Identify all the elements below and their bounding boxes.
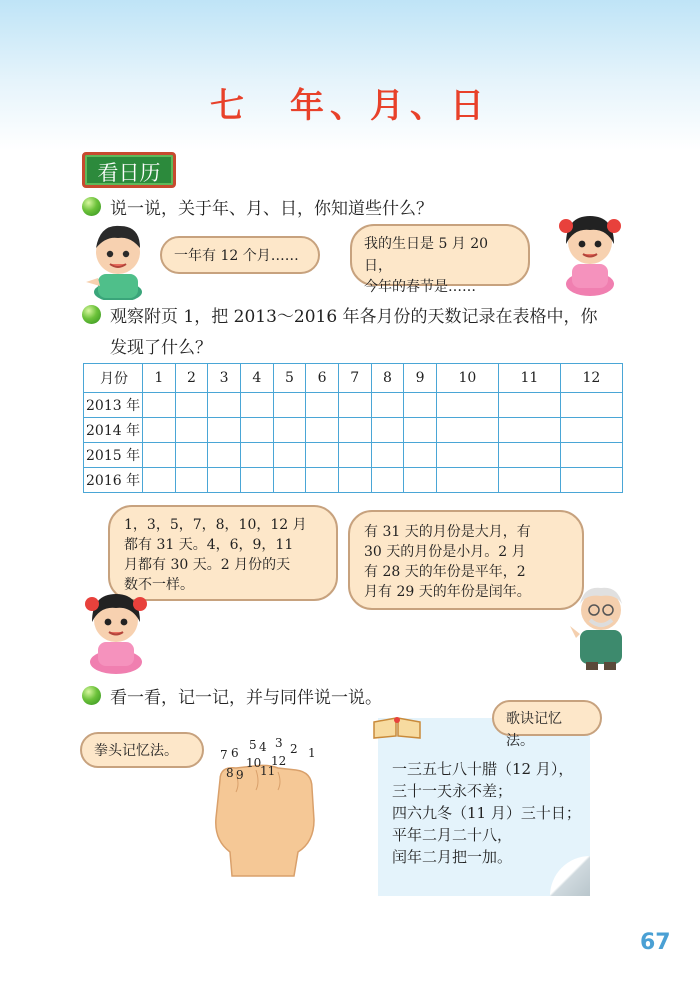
finger-number: 11 bbox=[260, 764, 276, 778]
bubble-text-line: 有 28 天的年份是平年，2 bbox=[364, 564, 526, 580]
blank-cell[interactable] bbox=[306, 418, 339, 443]
blank-cell[interactable] bbox=[404, 393, 437, 418]
blank-cell[interactable] bbox=[240, 443, 273, 468]
table-header-cell: 3 bbox=[208, 364, 241, 393]
table-header-row bbox=[84, 364, 623, 393]
table-row bbox=[84, 393, 623, 418]
days-table bbox=[83, 363, 623, 493]
rhyme-line: 闰年二月把一加。 bbox=[392, 848, 513, 866]
finger-number: 8 bbox=[226, 766, 234, 780]
blank-cell[interactable] bbox=[404, 443, 437, 468]
boy-character-icon bbox=[80, 218, 150, 300]
header-background bbox=[0, 0, 700, 150]
bubble-text: 一年有 12 个月…… bbox=[174, 248, 299, 264]
blank-cell[interactable] bbox=[404, 468, 437, 493]
table-header-cell: 4 bbox=[240, 364, 273, 393]
finger-number: 3 bbox=[275, 736, 283, 750]
row-label: 2016 年 bbox=[84, 468, 143, 493]
blank-cell[interactable] bbox=[143, 393, 176, 418]
table-header-cell: 8 bbox=[371, 364, 404, 393]
blank-cell[interactable] bbox=[560, 443, 622, 468]
question-1: 说一说，关于年、月、日，你知道些什么？ bbox=[110, 199, 433, 219]
rhyme-line: 平年二月二十八， bbox=[392, 826, 513, 844]
blank-cell[interactable] bbox=[273, 418, 306, 443]
bubble-text-line: 今年的春节是…… bbox=[364, 279, 476, 296]
book-icon bbox=[372, 714, 422, 740]
table-header-cell: 1 bbox=[143, 364, 176, 393]
rhyme-line: 三十一天永不差； bbox=[392, 782, 513, 800]
blank-cell[interactable] bbox=[498, 468, 560, 493]
blank-cell[interactable] bbox=[436, 393, 498, 418]
blank-cell[interactable] bbox=[208, 443, 241, 468]
blank-cell[interactable] bbox=[273, 468, 306, 493]
finger-number: 6 bbox=[231, 746, 239, 760]
blank-cell[interactable] bbox=[143, 468, 176, 493]
table-header-cell: 月份 bbox=[84, 364, 143, 393]
table-row bbox=[84, 443, 623, 468]
blank-cell[interactable] bbox=[338, 443, 371, 468]
table-header-cell: 9 bbox=[404, 364, 437, 393]
blank-cell[interactable] bbox=[208, 393, 241, 418]
speech-bubble-fist bbox=[80, 732, 204, 768]
blank-cell[interactable] bbox=[240, 468, 273, 493]
finger-number: 9 bbox=[236, 768, 244, 782]
table-row bbox=[84, 418, 623, 443]
blank-cell[interactable] bbox=[560, 393, 622, 418]
bubble-text-line: 月有 29 天的年份是闰年。 bbox=[364, 584, 531, 600]
bubble-text: 歌诀记忆法。 bbox=[506, 711, 562, 749]
blank-cell[interactable] bbox=[175, 393, 208, 418]
bubble-text-line: 有 31 天的月份是大月，有 bbox=[364, 524, 531, 540]
bubble-text-line: 30 天的月份是小月。2 月 bbox=[364, 544, 526, 560]
rhyme-line: 一三五七八十腊（12 月）， bbox=[392, 760, 574, 778]
bullet-icon bbox=[82, 686, 101, 705]
blank-cell[interactable] bbox=[208, 418, 241, 443]
blank-cell[interactable] bbox=[498, 418, 560, 443]
table-header-cell: 12 bbox=[560, 364, 622, 393]
finger-number: 5 bbox=[249, 738, 257, 752]
girl-character-icon bbox=[78, 586, 154, 674]
question-2-line2: 发现了什么？ bbox=[110, 338, 212, 358]
table-row bbox=[84, 468, 623, 493]
finger-number: 4 bbox=[259, 740, 267, 754]
blank-cell[interactable] bbox=[143, 418, 176, 443]
blank-cell[interactable] bbox=[175, 468, 208, 493]
speech-bubble-boy bbox=[160, 236, 320, 274]
blank-cell[interactable] bbox=[273, 393, 306, 418]
bullet-icon bbox=[82, 197, 101, 216]
bullet-icon bbox=[82, 305, 101, 324]
bubble-text: 拳头记忆法。 bbox=[94, 743, 178, 759]
blank-cell[interactable] bbox=[404, 418, 437, 443]
table-header-cell: 10 bbox=[436, 364, 498, 393]
finger-number: 10 bbox=[246, 756, 262, 770]
row-label: 2014 年 bbox=[84, 418, 143, 443]
blank-cell[interactable] bbox=[371, 393, 404, 418]
bubble-text-line: 我的生日是 5 月 20 日， bbox=[364, 236, 489, 274]
blank-cell[interactable] bbox=[436, 418, 498, 443]
question-3: 看一看，记一记，并与同伴说一说。 bbox=[110, 688, 382, 708]
blank-cell[interactable] bbox=[240, 393, 273, 418]
table-header-cell: 11 bbox=[498, 364, 560, 393]
blank-cell[interactable] bbox=[175, 418, 208, 443]
bubble-text-line: 都有 31 天。4，6，9，11 bbox=[124, 537, 294, 553]
blank-cell[interactable] bbox=[436, 468, 498, 493]
table-header-cell: 7 bbox=[338, 364, 371, 393]
blank-cell[interactable] bbox=[560, 418, 622, 443]
rhyme-line: 四六九冬（11 月）三十日； bbox=[392, 804, 581, 822]
table-header-cell: 6 bbox=[306, 364, 339, 393]
blank-cell[interactable] bbox=[338, 418, 371, 443]
finger-number: 7 bbox=[220, 748, 228, 762]
blank-cell[interactable] bbox=[498, 393, 560, 418]
blank-cell[interactable] bbox=[371, 418, 404, 443]
page-number: 67 bbox=[640, 930, 671, 955]
blank-cell[interactable] bbox=[306, 393, 339, 418]
row-label: 2013 年 bbox=[84, 393, 143, 418]
table-header-cell: 2 bbox=[175, 364, 208, 393]
grandpa-character-icon bbox=[566, 580, 636, 672]
blank-cell[interactable] bbox=[273, 443, 306, 468]
speech-bubble-girl bbox=[350, 224, 530, 296]
blank-cell[interactable] bbox=[338, 468, 371, 493]
page-title: 七 年、月、日 bbox=[210, 86, 490, 126]
rhyme-card bbox=[378, 718, 590, 896]
blank-cell[interactable] bbox=[338, 393, 371, 418]
bubble-text-line: 1，3，5，7，8，10，12 月 bbox=[124, 517, 307, 533]
finger-number: 2 bbox=[290, 742, 298, 756]
blank-cell[interactable] bbox=[175, 443, 208, 468]
table-header-cell: 5 bbox=[273, 364, 306, 393]
finger-number: 1 bbox=[308, 746, 316, 760]
blank-cell[interactable] bbox=[143, 443, 176, 468]
finger-number: 12 bbox=[271, 754, 287, 768]
speech-bubble-song bbox=[492, 700, 602, 749]
question-2-line1: 观察附页 1，把 2013～2016 年各月份的天数记录在表格中，你 bbox=[110, 307, 598, 327]
bubble-text-line: 月都有 30 天。2 月份的天 bbox=[124, 557, 291, 573]
blank-cell[interactable] bbox=[306, 468, 339, 493]
blank-cell[interactable] bbox=[436, 443, 498, 468]
blank-cell[interactable] bbox=[498, 443, 560, 468]
blank-cell[interactable] bbox=[208, 468, 241, 493]
bubble-text-line: 数不一样。 bbox=[124, 577, 194, 593]
girl-character-icon bbox=[552, 206, 626, 298]
row-label: 2015 年 bbox=[84, 443, 143, 468]
blank-cell[interactable] bbox=[306, 443, 339, 468]
section-label: 看日历 bbox=[82, 152, 176, 188]
speech-bubble-grandpa bbox=[348, 510, 584, 610]
blank-cell[interactable] bbox=[560, 468, 622, 493]
blank-cell[interactable] bbox=[371, 468, 404, 493]
blank-cell[interactable] bbox=[240, 418, 273, 443]
blank-cell[interactable] bbox=[371, 443, 404, 468]
